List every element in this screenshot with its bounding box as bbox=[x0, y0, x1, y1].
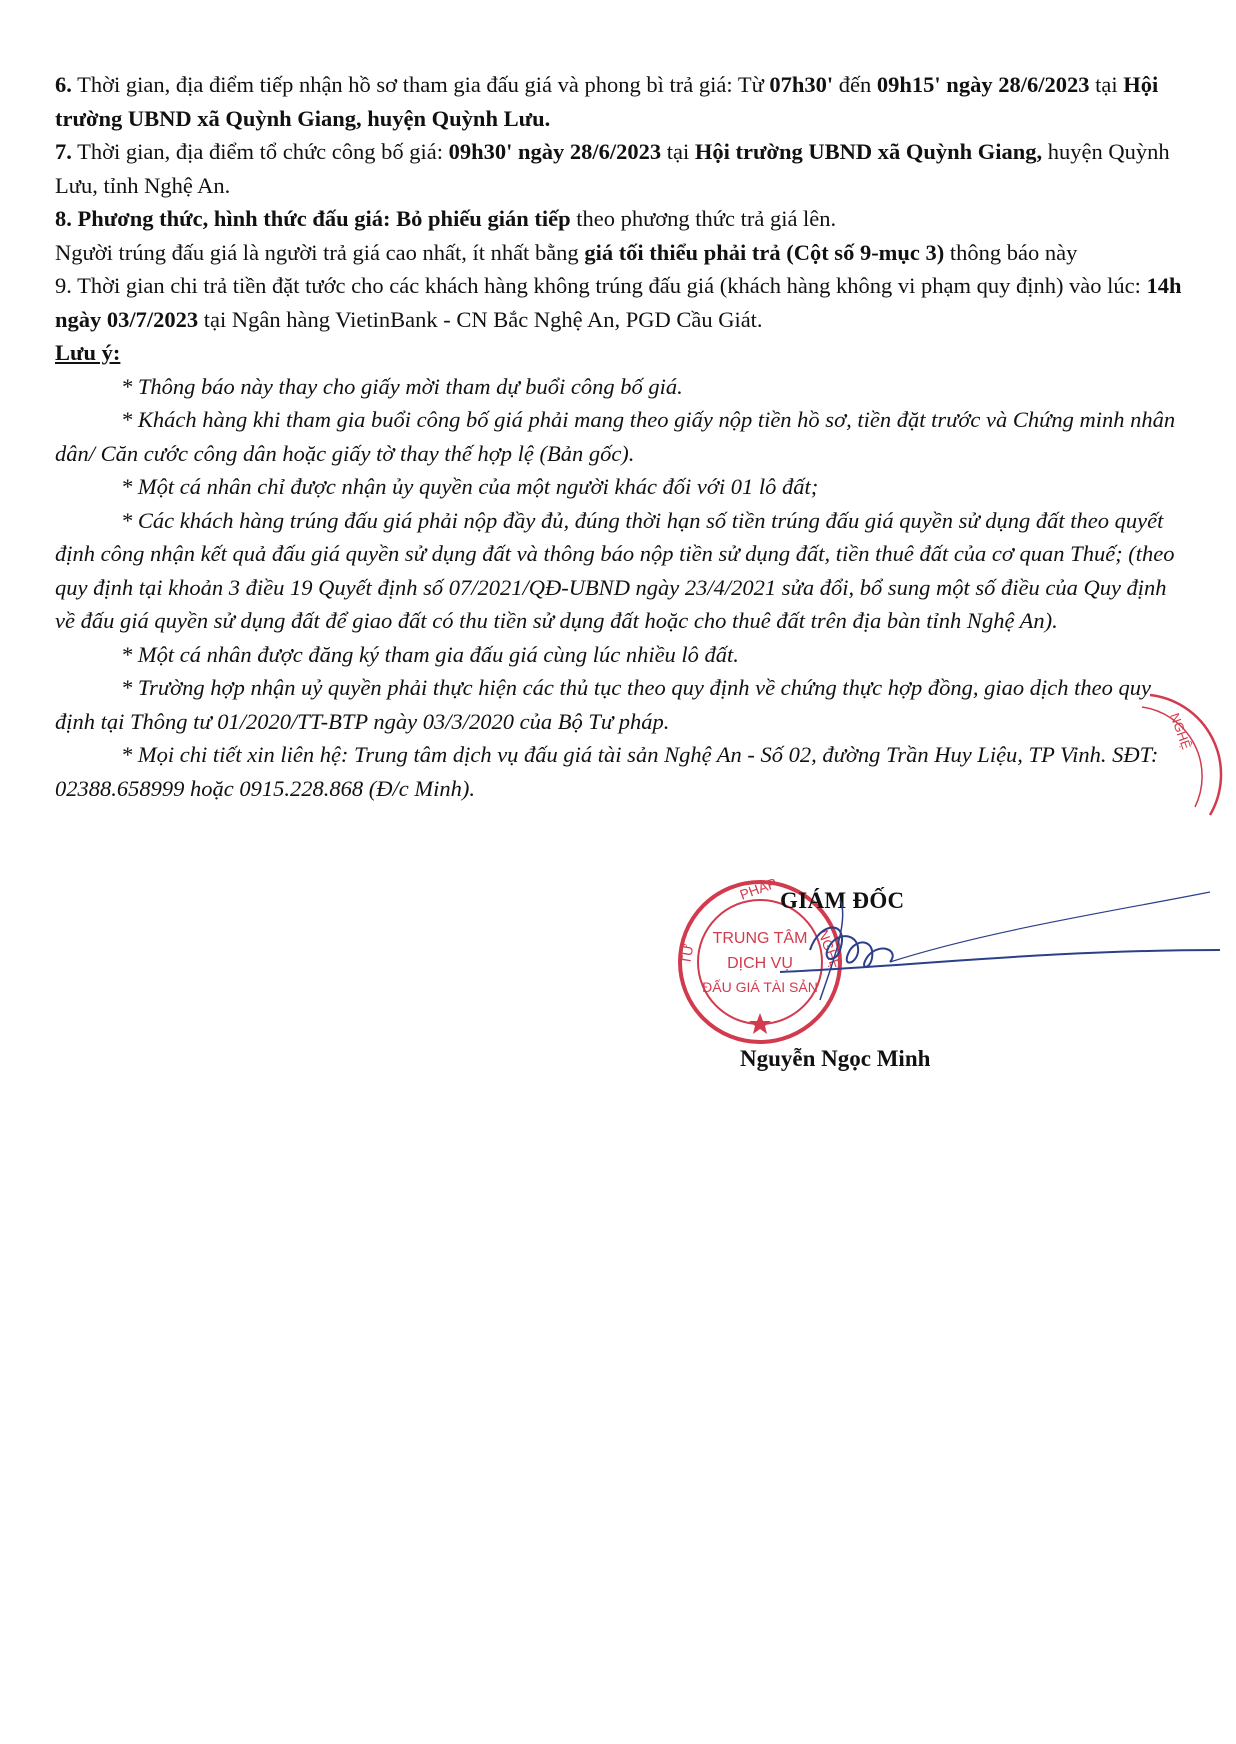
item-8 bbox=[55, 202, 1183, 236]
stamp-ring-left: TƯ bbox=[677, 942, 697, 966]
note-line: * Các khách hàng trúng đấu giá phải nộp đầy đủ, đúng thời hạn số tiền trúng đấu giá quyền sử dụng đất theo quyết định công nhận kết quả đấu giá quyền sử dụng đất và thông báo nộp tiền sử dụng đất, tiền thuê đất của cơ quan Thuế; (theo quy định tại khoản 3 điều 19 Quyết định số 07/2021/QĐ-UBND ngày 23/4/2021 sửa đổi, bổ sung một số điều của Quy định về đấu giá quyền sử dụng đất để giao đất có thu tiền sử dụng đất hoặc cho thuê đất trên địa bàn tỉnh Nghệ An). bbox=[55, 507, 1175, 633]
item-9-time: 14h ngày 03/7/2023 bbox=[55, 273, 1182, 332]
handwritten-signature-icon bbox=[740, 890, 1230, 1010]
item-6 bbox=[55, 68, 1183, 135]
item-7-district: huyện Quỳnh Lưu, tỉnh Nghệ An. bbox=[55, 139, 1170, 198]
note-line: * Một cá nhân chỉ được nhận ủy quyền của một người khác đối với 01 lô đất; bbox=[121, 474, 819, 499]
note-heading bbox=[55, 336, 1183, 370]
stamp-line-3: ĐẤU GIÁ TÀI SẢN bbox=[702, 979, 818, 995]
item-7-location: Hội trường UBND xã Quỳnh Giang, bbox=[694, 139, 1043, 164]
item-9-bank: tại Ngân hàng VietinBank - CN Bắc Nghệ An, PGD Cầu Giát. bbox=[198, 306, 763, 332]
item-6-start-time: 07h30' bbox=[769, 72, 834, 97]
note-line: * Trường hợp nhận uỷ quyền phải thực hiện các thủ tục theo quy định về chứng thực hợp đồng, giao dịch theo quy định tại Thông tư 01/2020/TT-BTP ngày 03/3/2020 của Bộ Tư pháp. bbox=[55, 675, 1151, 734]
item-8-min-price: giá tối thiểu phải trả (Cột số 9-mục 3) bbox=[584, 239, 945, 265]
edge-stamp-icon bbox=[1140, 685, 1236, 825]
signature-block bbox=[670, 870, 1230, 1090]
item-8-heading: 8. Phương thức, hình thức đấu giá: Bỏ phiếu gián tiếp bbox=[55, 206, 571, 231]
item-7-text: Thời gian, địa điểm tổ chức công bố giá: bbox=[71, 139, 449, 164]
item-9-text: 9. Thời gian chi trả tiền đặt tước cho các khách hàng không trúng đấu giá (khách hàng không vi phạm quy định) vào lúc: bbox=[55, 273, 1147, 298]
item-6-at: tại bbox=[1089, 72, 1124, 97]
item-8-winner-text: Người trúng đấu giá là người trả giá cao nhất, ít nhất bằng bbox=[55, 239, 585, 265]
item-8-tail: thông báo này bbox=[944, 239, 1078, 265]
stamp-line-2: DỊCH VỤ bbox=[727, 955, 793, 972]
edge-stamp-text: NGHỆ bbox=[1167, 710, 1195, 752]
item-9 bbox=[55, 269, 1183, 336]
signature-title: GIÁM ĐỐC bbox=[780, 888, 905, 913]
document-body bbox=[55, 68, 1183, 805]
stamp-line-1: TRUNG TÂM bbox=[712, 930, 808, 947]
item-7-number: 7. bbox=[55, 139, 72, 164]
item-7-at: tại bbox=[661, 139, 695, 164]
stamp-ring-right: NGHỆ bbox=[815, 927, 845, 972]
item-8-text: theo phương thức trả giá lên. bbox=[570, 206, 837, 231]
note-line: * Khách hàng khi tham gia buổi công bố giá phải mang theo giấy nộp tiền hồ sơ, tiền đặt trước và Chứng minh nhân dân/ Căn cước công dân hoặc giấy tờ thay thế hợp lệ (Bản gốc). bbox=[55, 407, 1176, 466]
item-6-text: Thời gian, địa điểm tiếp nhận hồ sơ tham gia đấu giá và phong bì trả giá: Từ bbox=[71, 72, 770, 97]
item-7-time: 09h30' ngày 28/6/2023 bbox=[448, 139, 662, 164]
item-6-location: Hội trường UBND xã Quỳnh Giang, huyện Quỳnh Lưu. bbox=[55, 72, 1159, 131]
item-6-end-time: 09h15' ngày 28/6/2023 bbox=[876, 72, 1090, 97]
item-6-to: đến bbox=[833, 72, 877, 97]
item-8-winner bbox=[55, 236, 1183, 270]
note-line: * Một cá nhân được đăng ký tham gia đấu giá cùng lúc nhiều lô đất. bbox=[121, 641, 739, 667]
note-line: * Mọi chi tiết xin liên hệ: Trung tâm dịch vụ đấu giá tài sản Nghệ An - Số 02, đường Trần Huy Liệu, TP Vinh. SĐT: 02388.658999 hoặc 0915.228.868 (Đ/c Minh). bbox=[55, 742, 1159, 801]
item-7 bbox=[55, 135, 1183, 202]
item-6-number: 6. bbox=[55, 72, 72, 97]
signer-name: Nguyễn Ngọc Minh bbox=[740, 1046, 931, 1071]
note-heading-text: Lưu ý: bbox=[55, 340, 121, 365]
stamp-ring-top: PHÁP bbox=[737, 874, 779, 903]
note-line: * Thông báo này thay cho giấy mời tham dự buổi công bố giá. bbox=[121, 373, 683, 399]
